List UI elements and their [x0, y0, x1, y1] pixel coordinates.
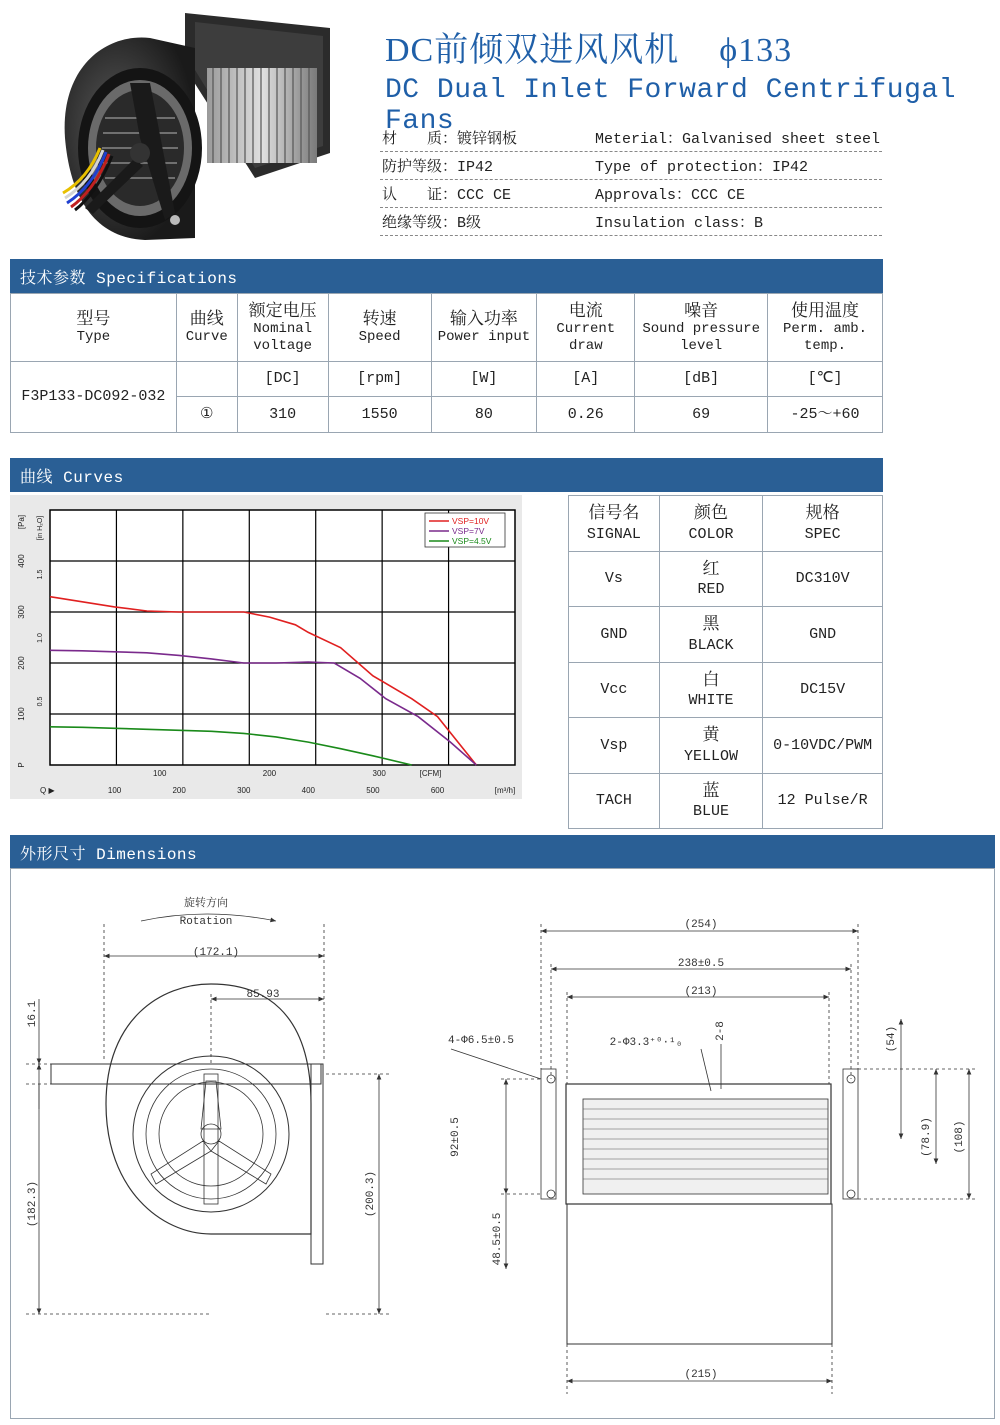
header-cn: 信号名	[588, 503, 640, 523]
y-axis-label: P	[17, 762, 26, 768]
dim-238: 238±0.5	[677, 958, 725, 970]
unit-cell: [DC]	[237, 362, 328, 397]
rotation-label-en: Rotation	[179, 916, 233, 928]
x-tick-label-m3h: 200	[172, 786, 186, 795]
y-tick-label-inh2o: 0.5	[37, 696, 44, 707]
header-en: SPEC	[804, 525, 841, 543]
header-current	[537, 294, 635, 362]
signal-header-row	[569, 496, 883, 552]
x-unit-cfm: [CFM]	[419, 769, 442, 778]
property-en: Meterial：Galvanised sheet steel	[595, 131, 881, 148]
header-cn: 使用温度	[791, 300, 860, 320]
wire-color-cn: 黄	[702, 725, 720, 745]
value-cell: 0.26	[537, 397, 635, 433]
property-row	[380, 124, 882, 152]
wire-color	[659, 773, 763, 829]
property-en: Type of protection：IP42	[595, 159, 809, 176]
header-cn: 额定电压	[248, 300, 317, 320]
signal-row	[569, 773, 883, 829]
header-cn: 输入功率	[449, 308, 518, 328]
header-cn: 颜色	[694, 503, 728, 523]
header-en: Curve	[185, 329, 228, 346]
property-en: Insulation class：B	[595, 215, 764, 232]
signal-name: Vcc	[569, 662, 660, 718]
value-cell: -25～+60	[768, 397, 883, 433]
spec-header	[763, 496, 883, 552]
header-power	[431, 294, 537, 362]
header-temperature	[768, 294, 883, 362]
legend-label: VSP=10V	[452, 516, 490, 526]
signal-name: Vs	[569, 551, 660, 607]
header-en: COLOR	[688, 525, 734, 543]
dim-1823: (182.3)	[27, 1180, 39, 1228]
x-axis-label: Q ▶	[40, 786, 55, 795]
header-cn: 转速	[362, 308, 397, 328]
dim-215: (215)	[684, 1369, 718, 1381]
wire-color-cn: 红	[702, 558, 720, 578]
header-en: Current draw	[556, 320, 616, 354]
signal-row	[569, 718, 883, 774]
technical-drawing-svg	[11, 869, 996, 1420]
property-cn: 防护等级：IP42	[382, 159, 494, 176]
header-en: Power input	[437, 329, 531, 346]
wire-color-en: BLUE	[692, 803, 729, 821]
product-title-en: DC Dual Inlet Forward Centrifugal Fans	[385, 75, 956, 137]
unit-cell: [dB]	[635, 362, 768, 397]
header-en: Nominal voltage	[253, 320, 313, 354]
legend-label: VSP=7V	[452, 526, 485, 536]
wire-color-cn: 蓝	[702, 780, 720, 800]
signal-header	[569, 496, 660, 552]
header-cn: 型号	[76, 308, 111, 328]
signal-table	[568, 495, 883, 829]
header-voltage	[237, 294, 328, 362]
model-cell: F3P133-DC092-032	[11, 362, 177, 433]
legend-label: VSP=4.5V	[452, 536, 492, 546]
y-unit-inh2o: [in H₂O]	[37, 515, 44, 541]
signal-row	[569, 662, 883, 718]
header-cn: 规格	[805, 503, 840, 523]
x-tick-label-cfm: 100	[153, 769, 167, 778]
dim-161: 16.1	[27, 1000, 39, 1028]
signal-row	[569, 551, 883, 607]
performance-chart-svg	[10, 495, 522, 799]
signal-name: TACH	[569, 773, 660, 829]
dim-8593: 85.93	[246, 989, 280, 1001]
property-cn: 材 质：镀锌钢板	[382, 131, 518, 148]
header-en: Speed	[358, 329, 401, 346]
specifications-section-header: 技术参数 Specifications	[10, 259, 883, 293]
header-en: Sound pressure level	[642, 320, 760, 354]
value-cell: 80	[431, 397, 537, 433]
header-speed	[328, 294, 431, 362]
value-cell: 310	[237, 397, 328, 433]
header-en: Perm. amb. temp.	[783, 320, 868, 354]
signal-spec: 0-10VDC/PWM	[763, 718, 883, 774]
curve-cell: ①	[176, 397, 237, 433]
header-cn: 噪音	[684, 300, 719, 320]
value-cell: 69	[635, 397, 768, 433]
product-title-cn	[385, 22, 792, 71]
wire-color-cn: 黑	[702, 614, 720, 634]
y-unit-pa: [Pa]	[17, 514, 26, 530]
property-row	[380, 208, 882, 236]
wire-color	[659, 662, 763, 718]
x-tick-label-m3h: 400	[301, 786, 316, 795]
dim-92: 92±0.5	[450, 1117, 462, 1157]
dim-172: (172.1)	[192, 947, 240, 959]
wire-color-en: YELLOW	[683, 747, 738, 765]
x-tick-label-m3h: 500	[366, 786, 380, 795]
dim-254: (254)	[684, 919, 718, 931]
unit-cell: [rpm]	[328, 362, 431, 397]
performance-chart	[10, 495, 522, 799]
dim-holes4: 4-Φ6.5±0.5	[447, 1035, 515, 1047]
wire-color-en: WHITE	[688, 692, 734, 710]
curves-section-header: 曲线 Curves	[10, 458, 883, 492]
dim-485: 48.5±0.5	[492, 1212, 504, 1266]
x-tick-label-m3h: 600	[430, 786, 445, 795]
signal-name: Vsp	[569, 718, 660, 774]
property-en: Approvals：CCC CE	[595, 187, 746, 204]
unit-cell: [℃]	[768, 362, 883, 397]
rotation-label-cn: 旋转方向	[184, 898, 228, 910]
y-tick-label-pa: 200	[17, 656, 26, 670]
dim-28: 2-8	[715, 1021, 727, 1041]
title-size: ϕ133	[719, 32, 793, 69]
wire-color	[659, 607, 763, 663]
signal-spec: GND	[763, 607, 883, 663]
wire-color	[659, 551, 763, 607]
header-en: Type	[76, 329, 111, 346]
x-tick-label-m3h: 100	[107, 786, 122, 795]
header-en: SIGNAL	[586, 525, 641, 543]
unit-cell: [A]	[537, 362, 635, 397]
value-cell: 1550	[328, 397, 431, 433]
color-header	[659, 496, 763, 552]
header-cn: 电流	[568, 300, 603, 320]
spec-header-row	[11, 294, 883, 362]
y-tick-label-pa: 100	[17, 707, 26, 721]
wire-color-cn: 白	[702, 669, 720, 689]
signal-spec: 12 Pulse/R	[763, 773, 883, 829]
y-tick-label-inh2o: 1.5	[37, 569, 44, 580]
header-noise	[635, 294, 768, 362]
property-row	[380, 152, 882, 180]
empty-cell	[176, 362, 237, 397]
x-tick-label-m3h: 300	[237, 786, 251, 795]
property-cn: 认 证：CCC CE	[382, 187, 512, 204]
dim-108: (108)	[954, 1120, 966, 1154]
signal-row	[569, 607, 883, 663]
dim-213: (213)	[684, 986, 718, 998]
dimensions-section-header: 外形尺寸 Dimensions	[10, 835, 995, 869]
wire-color	[659, 718, 763, 774]
x-tick-label-cfm: 300	[372, 769, 386, 778]
product-properties	[380, 124, 882, 236]
specifications-table	[10, 293, 883, 433]
dim-789: (78.9)	[921, 1117, 933, 1157]
property-row	[380, 180, 882, 208]
y-tick-label-pa: 300	[17, 605, 26, 619]
y-tick-label-inh2o: 1.0	[37, 633, 44, 643]
wire-color-en: RED	[697, 581, 725, 599]
dimensions-drawing	[10, 868, 995, 1419]
header-curve	[176, 294, 237, 362]
unit-cell: [W]	[431, 362, 537, 397]
header-type	[11, 294, 177, 362]
dim-2003: (200.3)	[365, 1170, 377, 1218]
fan-product-photo	[45, 8, 340, 248]
header-cn: 曲线	[189, 308, 224, 328]
title-cn-text: DC前倾双进风风机	[385, 32, 680, 69]
spec-units-row	[11, 362, 883, 397]
property-cn: 绝缘等级：B级	[382, 215, 482, 232]
dim-holes2: 2-Φ3.3⁺⁰·¹₀	[609, 1037, 683, 1049]
signal-spec: DC310V	[763, 551, 883, 607]
signal-name: GND	[569, 607, 660, 663]
y-tick-label-pa: 400	[17, 554, 26, 568]
x-unit-m3h: [m³/h]	[494, 786, 516, 795]
dim-54: (54)	[886, 1025, 898, 1053]
wire-color-en: BLACK	[688, 636, 734, 654]
x-tick-label-cfm: 200	[262, 769, 277, 778]
signal-spec: DC15V	[763, 662, 883, 718]
